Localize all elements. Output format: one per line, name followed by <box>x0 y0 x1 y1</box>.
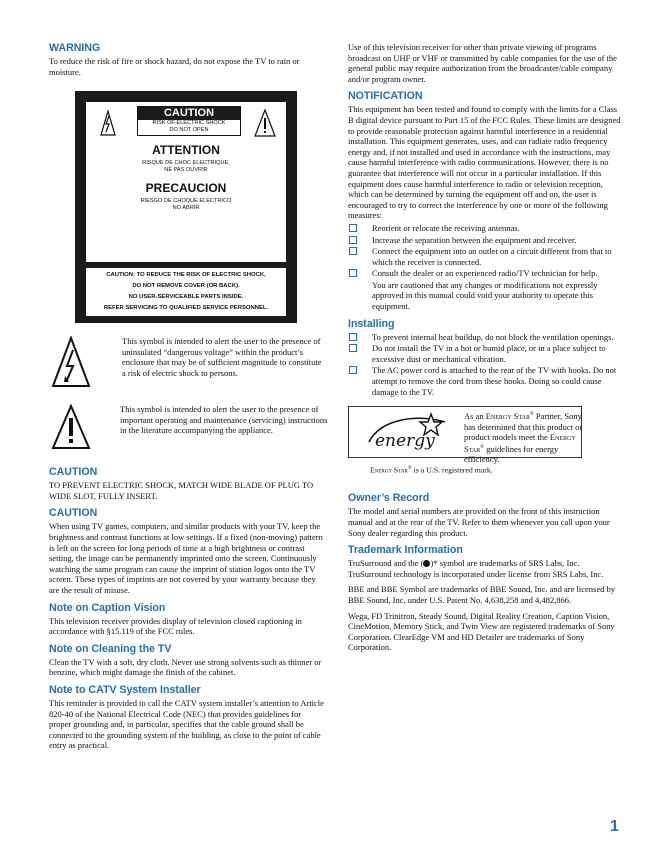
caution-sub-1: RISK OF ELECTRIC SHOCK <box>152 120 226 127</box>
attention-title: ATTENTION <box>152 143 220 158</box>
bolt-symbol-row <box>49 336 325 404</box>
caution-title: CAUTION <box>138 107 240 120</box>
owners-record-text: The model and serial numbers are provided on the front of this instruction manual and at the rear of the TV. Refer to them whenever you call upon your Sony dealer regarding this product. <box>348 506 610 538</box>
private-viewing-text: Use of this television receiver for other than private viewing of programs broadcast on UHF or VHF or transmitted by cable companies for the use of the general public may require authorization from the broadcaster/cable company and/or program owner. <box>348 42 617 84</box>
catv-text: This reminder is provided to call the CATV system installer’s attention to Article 820-40 of the National Electrical Code (NEC) that provides guidelines for proper grounding and, in particular, specifies that the cable ground shall be connected to the grounding system of the building, as close to the point of cable entry as practical. <box>49 697 324 751</box>
exclamation-warning-icon <box>254 109 276 137</box>
catv-section <box>49 684 325 751</box>
owners-record-section <box>348 492 624 538</box>
checkbox-bullet-icon <box>349 344 357 352</box>
warning-heading: WARNING <box>49 42 101 54</box>
precaucion-title: PRECAUCION <box>145 181 227 196</box>
precaucion-sub-1: RIESGO DE CHOQUE ELECTRICO <box>140 198 232 205</box>
energy-star-logo <box>361 412 457 454</box>
energy-star-text: As an Energy Star® Partner, Sony has determined that this product or product models meet the Energy Star® guidelines for energy efficiency. <box>464 411 583 465</box>
owners-record-heading: Owner’s Record <box>348 492 430 505</box>
attention-sub-2: NE PAS OUVRIR <box>164 167 208 174</box>
notification-text: This equipment has been tested and found to comply with the limits for a Class B digital device pursuant to Part 15 of the FCC Rules. These limits are designed to provide reasonable protection against harmful interference in a residential installation. This equipment generates, uses, and can radiate radio frequency energy and, if not installed and used in accordance with the instructions, may cause harmful interference with radio communications. However, there is no guarantee that interference will not occur in a particular installation. If this equipment does cause harmful interference to radio or television reception, which can be determined by turning the equipment off and on, the user is encouraged to try to correct the interference by one or more of the following measures: <box>348 104 621 221</box>
installing-section <box>348 318 624 398</box>
caption-vision-section <box>49 602 325 637</box>
lightning-triangle-icon <box>51 336 91 388</box>
caution-sub-2: DO NOT OPEN <box>169 127 209 134</box>
caption-vision-heading: Note on Caption Vision <box>49 601 166 614</box>
cleaning-text: Clean the TV with a soft, dry cloth. Never use strong solvents such as thinner or benzine, which might damage the finish of the cabinet. <box>49 656 322 678</box>
installing-list <box>348 332 624 398</box>
list-item: Increase the separation between the equipment and receiver. <box>348 235 624 246</box>
precaucion-sub-2: NO ABRIR <box>172 205 200 212</box>
trademark-text-2: BBE and BBE Symbol are trademarks of BBE Sound, Inc. and are licensed by BBE Sound, Inc. under U.S. Patent No. 4,638,258 and 4,482,866. <box>348 584 615 605</box>
energy-star-note: Energy Star® is a U.S. registered mark. <box>370 465 493 475</box>
left-column <box>49 42 328 757</box>
energy-star-box <box>348 406 583 465</box>
caution-bottom-line: NO USER-SERVICEABLE PARTS INSIDE. <box>128 294 244 301</box>
exclamation-symbol-text: This symbol is intended to alert the user to the presence of important operating and maintenance (servicing) instructions in the literature accompanying the appliance. <box>120 404 328 436</box>
caution-label-top <box>86 102 286 262</box>
warning-section <box>49 42 325 77</box>
bolt-symbol-text: This symbol is intended to alert the user to the presence of uninsulated “dangerous voltage” within the product’s enclosure that may be of sufficient magnitude to constitute a risk of electric shock to persons. <box>122 336 322 378</box>
exclamation-triangle-icon <box>51 404 91 450</box>
caution-imprint-heading: CAUTION <box>49 507 98 520</box>
notification-section <box>348 90 624 311</box>
cleaning-heading: Note on Cleaning the TV <box>49 642 172 655</box>
list-item: Reorient or relocate the receiving antennas. <box>348 223 624 234</box>
list-item: To prevent internal heat buildup, do not block the ventilation openings. <box>348 332 624 343</box>
checkbox-bullet-icon <box>349 224 357 232</box>
right-column <box>348 42 624 659</box>
checkbox-bullet-icon <box>349 247 357 255</box>
list-item: Connect the equipment into an outlet on a circuit different from that to which the receiver is connected. <box>348 246 624 267</box>
caution-bottom-line: DO NOT REMOVE COVER (OR BACK). <box>132 283 240 290</box>
checkbox-bullet-icon <box>349 333 357 341</box>
list-item: The AC power cord is attached to the rear of the TV with hooks. Do not attempt to remove the cord from these hooks. Doing so could cause damage to the TV. <box>348 365 624 397</box>
list-item: Do not install the TV in a hot or humid place, or in a place subject to excessive dust or mechanical vibration. <box>348 343 624 364</box>
energy-logo-text: energy <box>375 431 435 452</box>
trademark-section <box>348 544 624 653</box>
checkbox-bullet-icon <box>349 366 357 374</box>
trademark-heading: Trademark Information <box>348 544 463 557</box>
caution-label-graphic <box>75 91 297 323</box>
checkbox-bullet-icon <box>349 236 357 244</box>
list-item: Consult the dealer or an experienced radio/TV technician for help. <box>348 268 624 279</box>
notification-heading: NOTIFICATION <box>348 90 423 103</box>
page-number: 1 <box>610 818 619 835</box>
caption-vision-text: This television receiver provides display of television closed captioning in accordance with §15.119 of the FCC rules. <box>49 615 302 637</box>
checkbox-bullet-icon <box>349 269 357 277</box>
exclamation-symbol-row <box>49 404 328 466</box>
caution-bottom-line: CAUTION: TO REDUCE THE RISK OF ELECTRIC SHOCK, <box>106 272 266 279</box>
notification-list <box>348 223 624 279</box>
caution-plug-text: TO PREVENT ELECTRIC SHOCK, MATCH WIDE BLADE OF PLUG TO WIDE SLOT, FULLY INSERT. <box>49 480 314 501</box>
cleaning-section <box>49 643 325 678</box>
caution-imprint-text: When using TV games, computers, and similar products with your TV, keep the brightness and contrast functions at low settings. If a fixed (non-moving) pattern is left on the screen for long periods of time at a high brightness or contrast setting, the image can be permanently imprinted onto the screen. Continuously watching the same program can cause the imprint of station logos onto the TV screen. These types of imprints are not covered by your warranty because they are the result of misuse. <box>49 521 323 595</box>
catv-heading: Note to CATV System Installer <box>49 683 201 696</box>
trademark-text-3: Wega, FD Trinitron, Steady Sound, Digital Reality Creation, Caption Vision, CineMotion, Memory Stick, and Twin View are registered trademarks of Sony Corporation. ClearEdge VM and HD Detailer are trademarks of Sony Corporation. <box>348 610 615 653</box>
caution-label-bottom <box>86 268 286 316</box>
notification-after-text: You are cautioned that any changes or modifications not expressly approved in this manual could void your authority to operate this equipment. <box>372 279 598 312</box>
warning-text: To reduce the risk of fire or shock hazard, do not expose the TV to rain or moisture. <box>49 56 300 77</box>
caution-bottom-line: REFER SERVICING TO QUALIFIED SERVICE PERSONNEL. <box>103 305 269 312</box>
installing-heading: Installing <box>348 317 395 330</box>
caution-imprint-section <box>49 507 325 595</box>
caution-plug-section <box>49 466 325 501</box>
caution-plug-heading: CAUTION <box>49 466 98 479</box>
lightning-warning-icon <box>100 110 116 136</box>
attention-sub-1: RISQUE DE CHOC ELECTRIQUE, <box>142 160 230 167</box>
caution-title-block <box>137 106 241 136</box>
trademark-text-1: TruSurround and the ( )* symbol are trademarks of SRS Labs, Inc. TruSurround technology is incorporated under license from SRS Labs, Inc. <box>348 558 604 579</box>
